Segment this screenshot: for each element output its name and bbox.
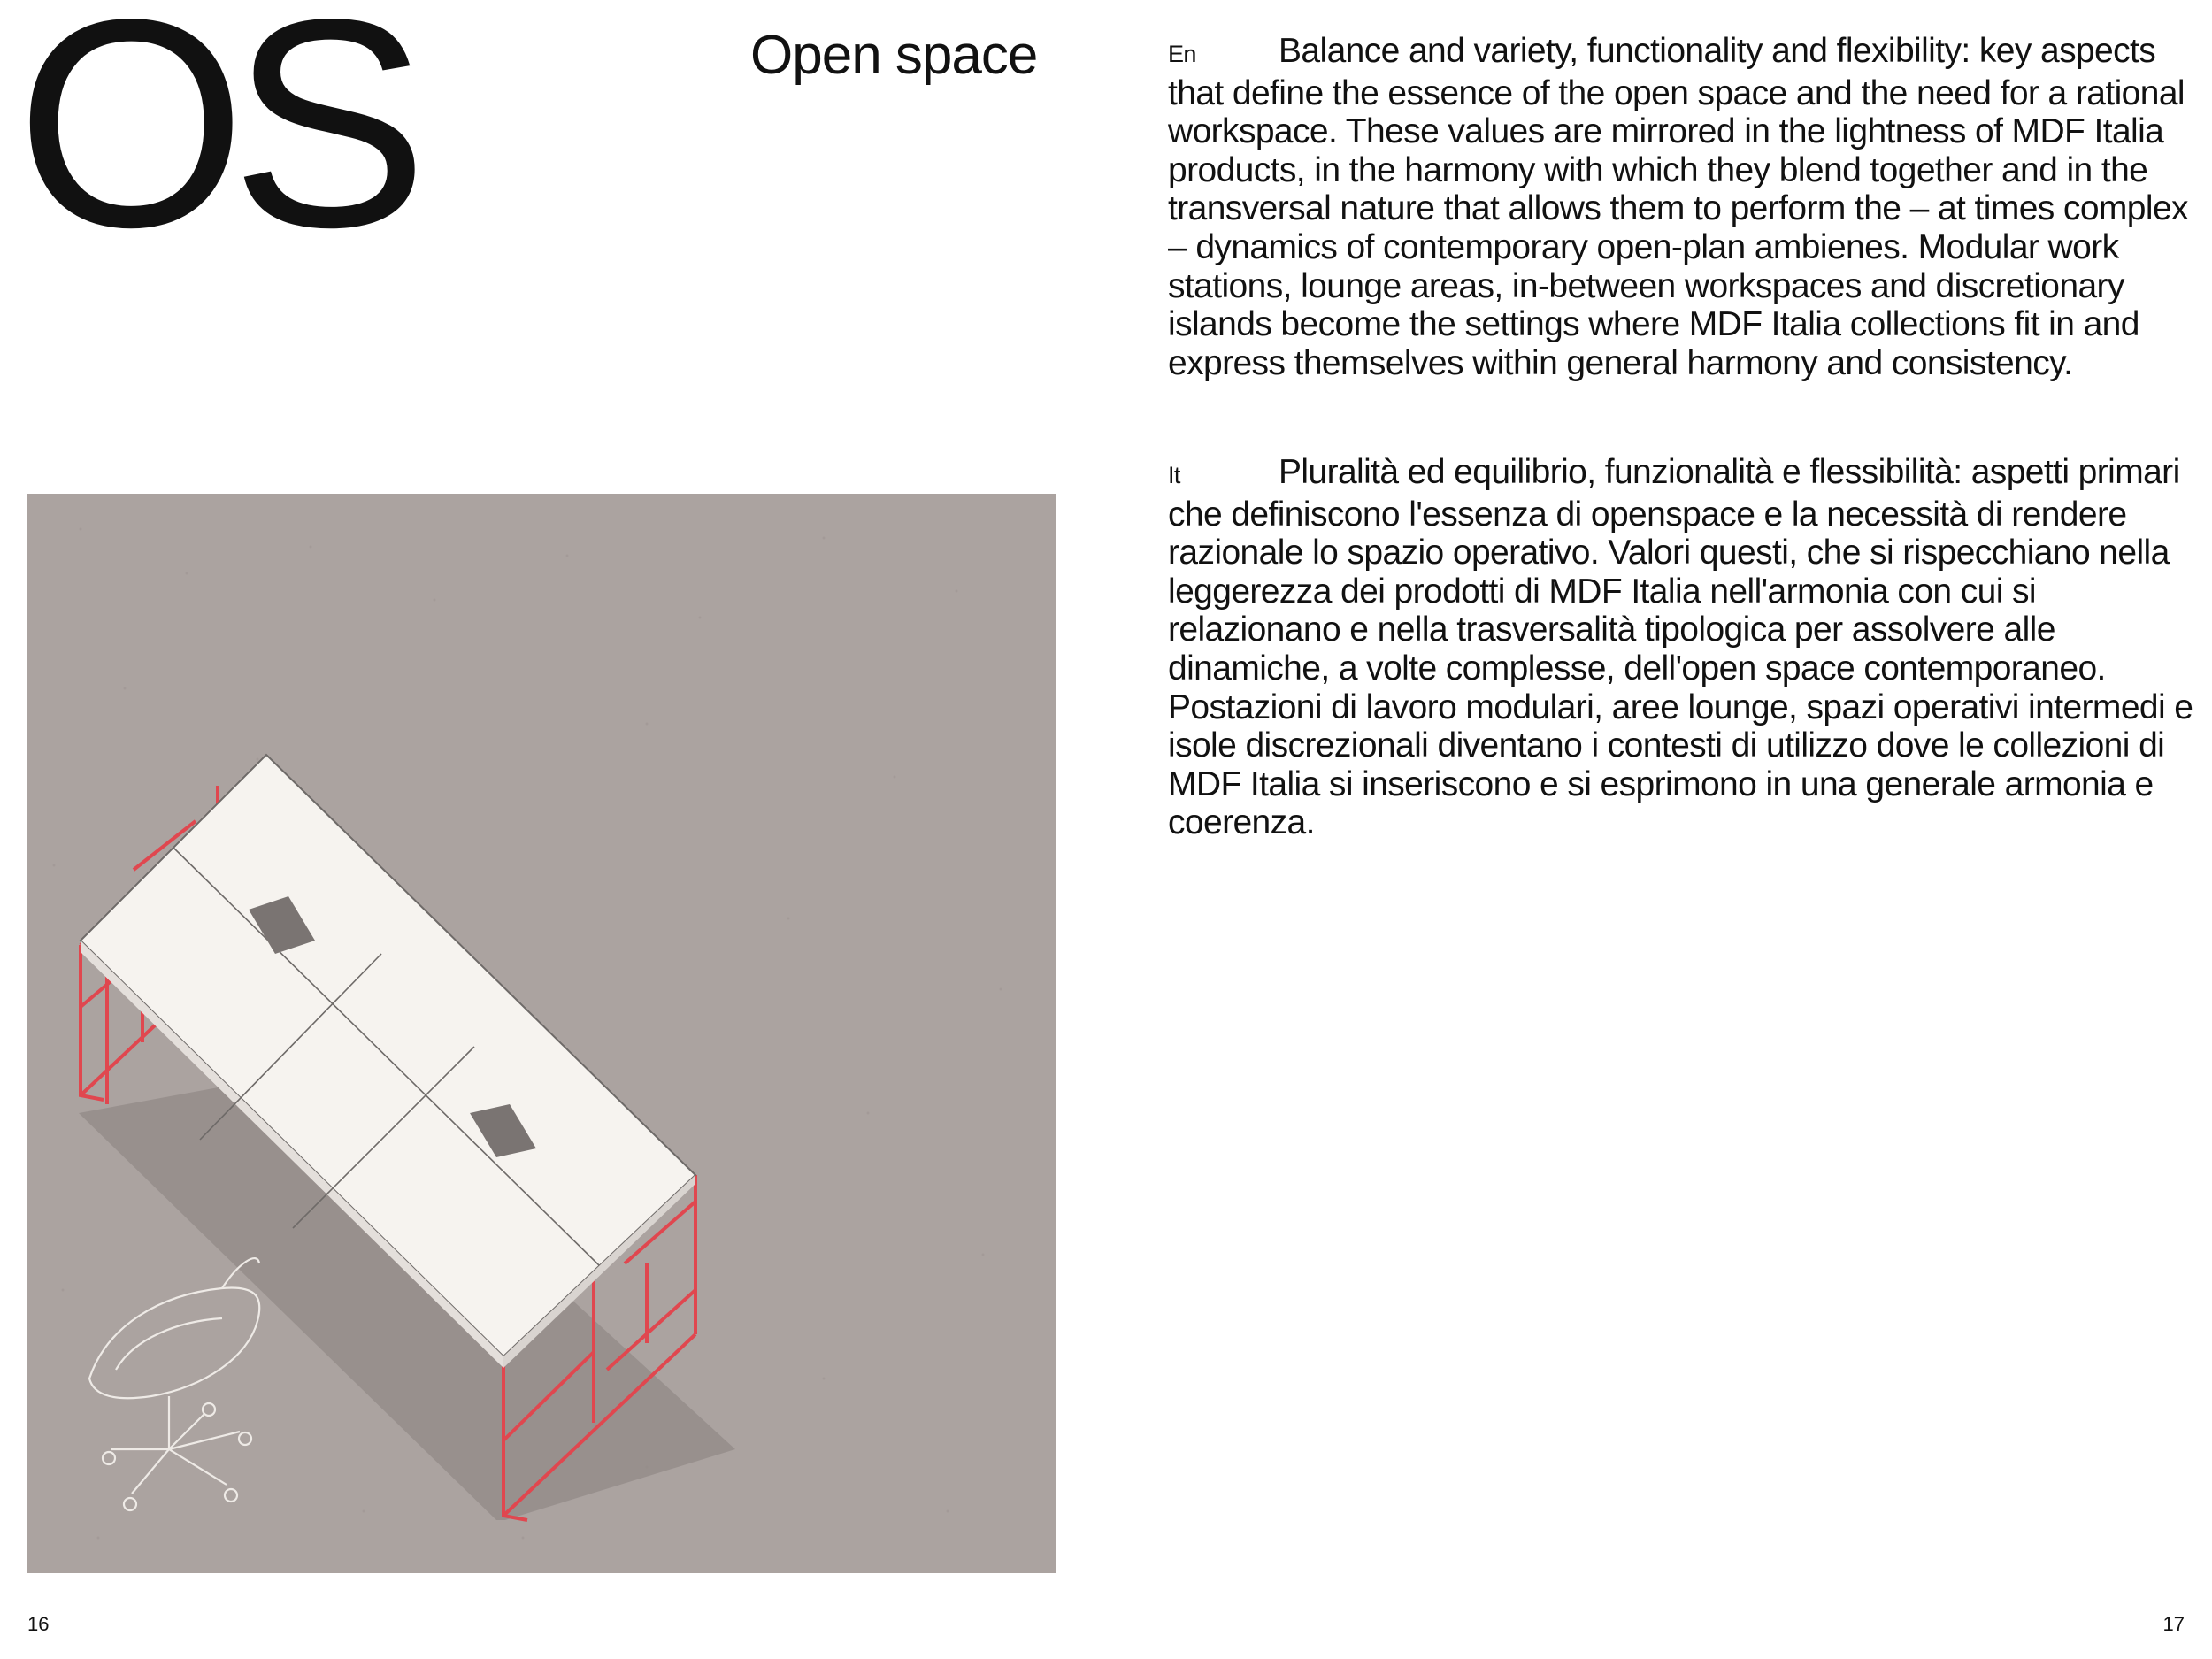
desk-drawing <box>27 494 1056 1573</box>
section-title: Open space <box>750 25 1038 86</box>
english-paragraph <box>1168 32 2203 382</box>
page-number-left: 16 <box>27 1613 50 1635</box>
section-code: OS <box>16 0 413 288</box>
language-label-it: It <box>1168 462 1180 488</box>
italian-paragraph <box>1168 453 2203 842</box>
english-text: Balance and variety, functionality and flexibility: key aspects that define the essence of the open space and the need for a rational workspace. These values are mirrored in the lightness of MDF Italia products, in the harmony with which they blend together and in the transversal nature that allows them to perform the – at times complex – dynamics of contemporary open-plan ambienes. Modular work stations, lounge areas, in-between workspaces and discretionary islands become the settings where MDF Italia collections fit in and express themselves within general harmony and consistency. <box>1168 32 2188 382</box>
language-label-en: En <box>1168 41 1196 67</box>
italian-text: Pluralità ed equilibrio, funzionalità e flessibilità: aspetti primari che definiscono l'essenza di openspace e la necessità di rendere razionale lo spazio operativo. Valori questi, che si rispecchiano nella leggerezza dei prodotti di MDF Italia nell'armonia con cui si relazionano e nella trasversalità tipologica per assolvere alle dinamiche, a volte complesse, dell'open space contemporaneo. Postazioni di lavoro modulari, aree lounge, spazi operativi intermedi e isole discrezionali diventano i contesti di utilizzo dove le collezioni di MDF Italia si inseriscono e si esprimono in una generale armonia e coerenza. <box>1168 453 2193 842</box>
office-chair <box>89 1258 259 1510</box>
page-number-right: 17 <box>2162 1613 2185 1635</box>
desk-illustration <box>27 494 1056 1573</box>
